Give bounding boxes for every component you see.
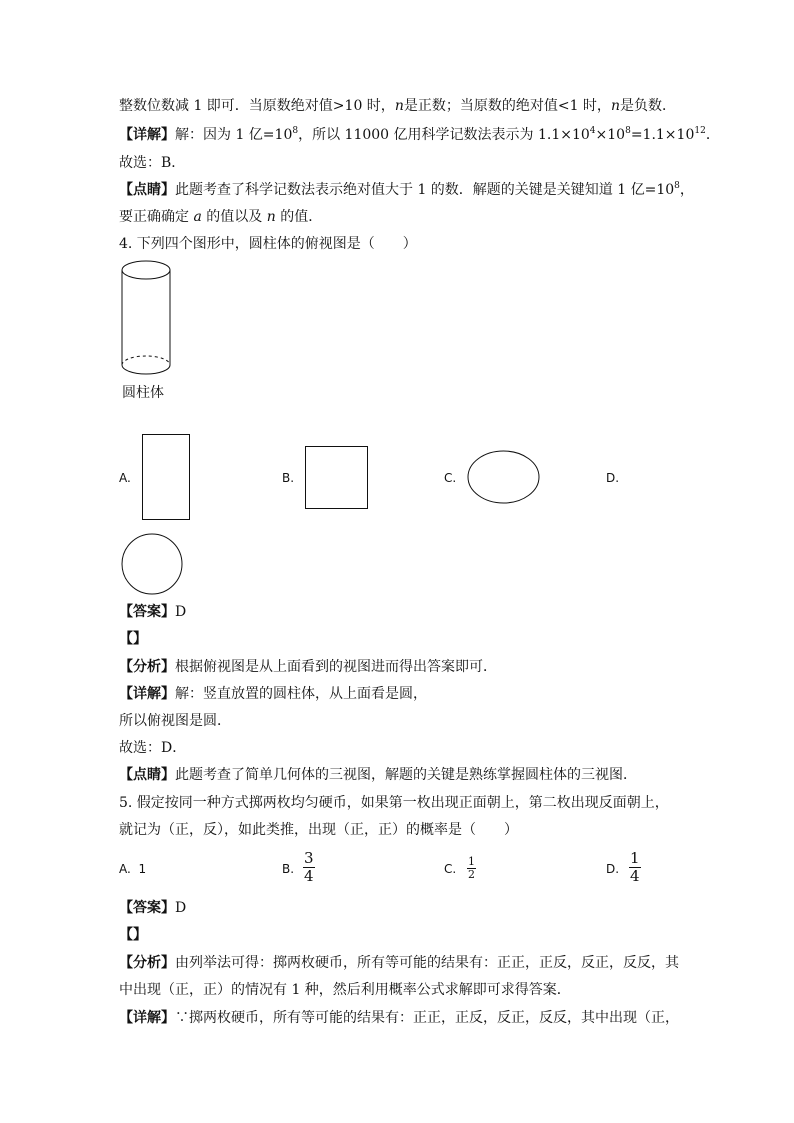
choice-q3: 故选：B． <box>119 155 186 171</box>
option-d-label: D. <box>606 471 620 485</box>
analysis-q5-line2: 中出现（正，正）的情况有 1 种，然后利用概率公式求解即可求得答案． <box>119 982 571 998</box>
fraction-denominator: 4 <box>304 867 314 885</box>
tag-analysis: 【分析】 <box>119 955 175 971</box>
paragraph-comment-q3-cont: 要正确确定 a 的值以及 n 的值． <box>119 209 323 225</box>
tag-detail: 【详解】 <box>119 127 175 143</box>
fraction-denominator: 2 <box>468 868 475 881</box>
fraction-numerator: 1 <box>468 855 475 868</box>
comment-q4: 【点睛】此题考查了简单几何体的三视图，解题的关键是熟练掌握圆柱体的三视图． <box>119 767 637 783</box>
option-d-circle <box>120 532 184 596</box>
question-5-stem-line2: 就记为（正，反），如此类推，出现（正，正）的概率是（ ） <box>119 822 518 838</box>
tag-detail: 【详解】 <box>119 686 175 702</box>
detail-q5-line1: 【详解】∵掷两枚硬币，所有等可能的结果有：正正，正反，反正，反反，其中出现（正， <box>119 1010 679 1026</box>
analysis-q4: 【分析】根据俯视图是从上面看到的视图进而得出答案即可． <box>119 659 497 675</box>
option-c-label: C. <box>444 862 457 876</box>
cylinder-bottom-front <box>122 365 170 374</box>
cylinder-label: 圆柱体 <box>122 385 164 401</box>
fraction-denominator: 4 <box>630 867 640 885</box>
option-b-fraction <box>303 850 315 885</box>
option-a-label: A. <box>119 471 131 485</box>
empty-bracket-q5: 【】 <box>119 927 147 943</box>
option-a-tall-rectangle <box>142 434 190 520</box>
detail-q4-line1: 【详解】解：竖直放置的圆柱体，从上面看是圆， <box>119 686 427 702</box>
option-c-label: C. <box>444 471 457 485</box>
choice-q4: 故选：D． <box>119 740 187 756</box>
cylinder-bottom-hidden <box>122 356 170 365</box>
paragraph-exponent-rule: 整数位数减 1 即可．当原数绝对值>10 时，n是正数；当原数的绝对值<1 时，n是负数． <box>119 98 676 114</box>
empty-bracket-q4: 【】 <box>119 631 147 647</box>
tag-comment: 【点睛】 <box>119 182 175 198</box>
tag-detail: 【详解】 <box>119 1010 175 1026</box>
option-a-label: A. 1 <box>119 862 147 876</box>
answer-q5: 【答案】D <box>119 900 187 916</box>
cylinder-top-ellipse <box>122 261 170 279</box>
tag-answer: 【答案】 <box>119 604 175 620</box>
tag-comment: 【点睛】 <box>119 767 175 783</box>
option-d-fraction <box>629 850 641 885</box>
option-c-fraction <box>467 856 476 881</box>
analysis-q5-line1: 【分析】由列举法可得：掷两枚硬币，所有等可能的结果有：正正，正反，反正，反反，其 <box>119 955 679 971</box>
paragraph-comment-q3: 【点睛】此题考查了科学记数法表示绝对值大于 1 的数．解题的关键是关键知道 1 亿$=10^8$， <box>119 181 694 198</box>
cylinder-figure <box>112 258 182 383</box>
paragraph-detail-q3: 【详解】解：因为 1 亿$=10^8$，所以 11000 亿用科学记数法表示为 $1.1\times 10^4\times 10^8=1.1\times 10^{12}$． <box>119 126 720 143</box>
option-b-label: B. <box>282 862 295 876</box>
tag-answer: 【答案】 <box>119 900 175 916</box>
option-b-square <box>305 446 368 509</box>
fraction-numerator: 3 <box>304 849 314 867</box>
question-5-stem-line1: 5. 假定按同一种方式掷两枚均匀硬币，如果第一枚出现正面朝上，第二枚出现反面朝上， <box>119 795 669 811</box>
answer-q4: 【答案】D <box>119 604 187 620</box>
question-4-stem: 4. 下列四个图形中，圆柱体的俯视图是（ ） <box>119 236 417 252</box>
detail-q4-line2: 所以俯视图是圆． <box>119 713 231 729</box>
option-b-label: B. <box>282 471 295 485</box>
fraction-numerator: 1 <box>630 849 640 867</box>
option-a-value: 1 <box>138 862 147 876</box>
option-c-ellipse <box>467 450 540 504</box>
option-d-label: D. <box>606 862 620 876</box>
tag-analysis: 【分析】 <box>119 659 175 675</box>
